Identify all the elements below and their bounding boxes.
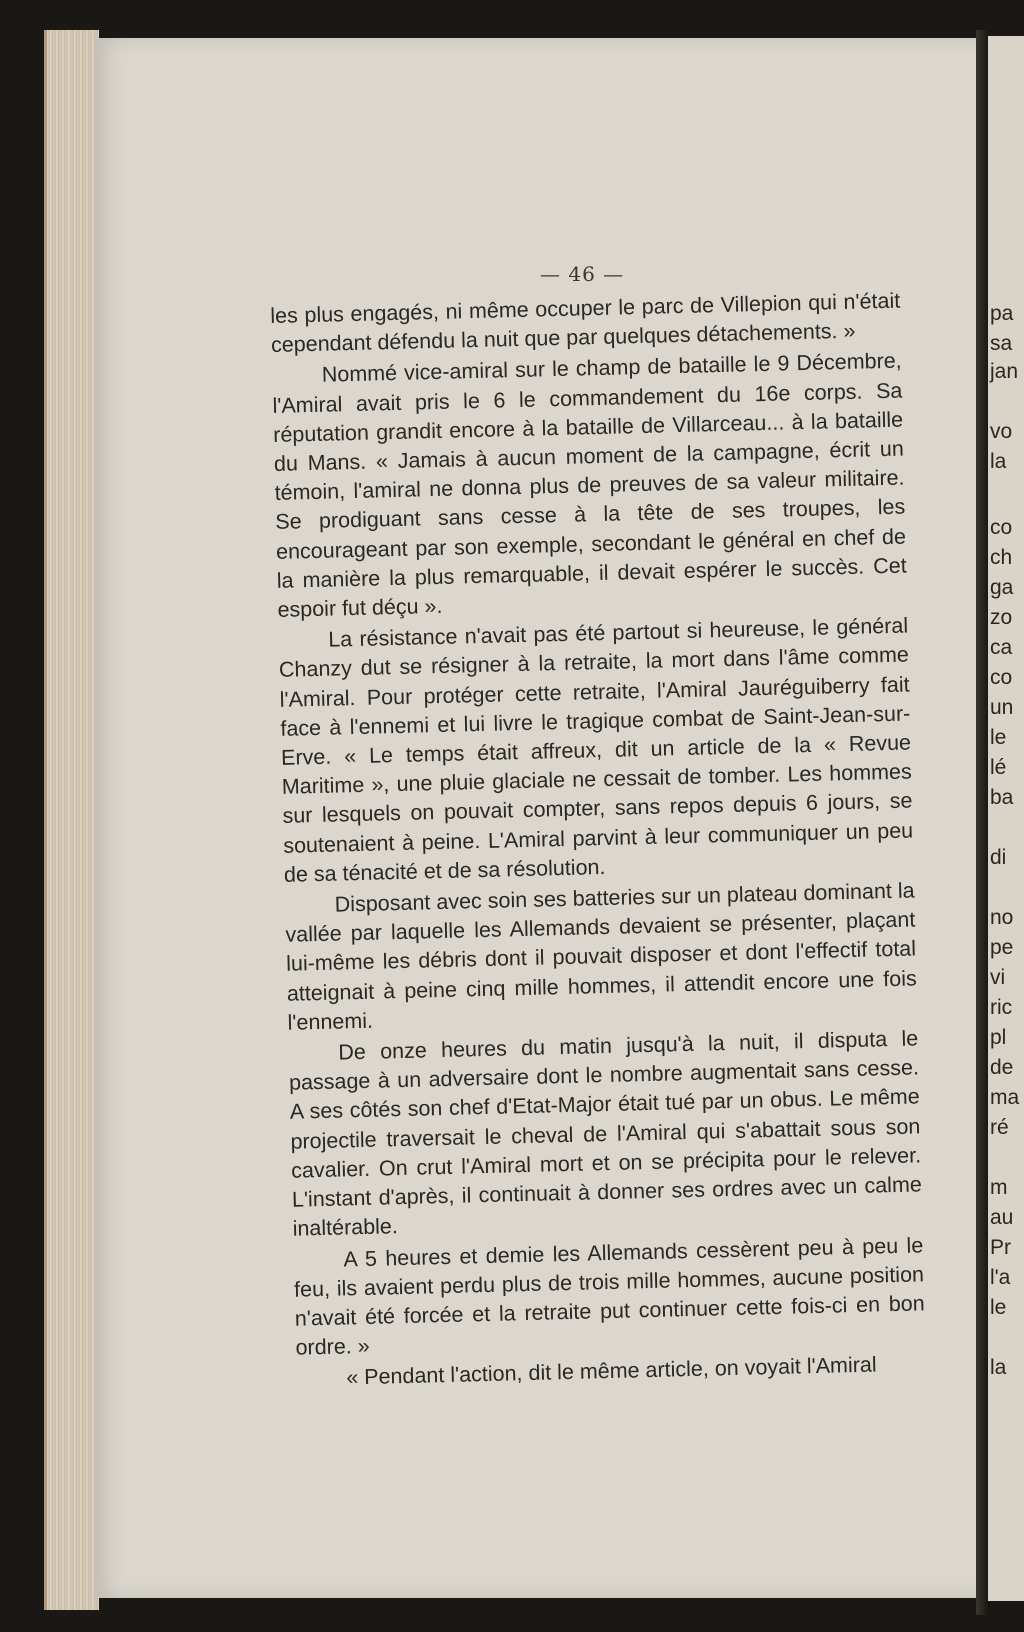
- paragraph: « Pendant l'action, dit le même article, on voyait l'Amiral: [346, 1352, 877, 1390]
- next-page-fragment: co: [990, 516, 1013, 539]
- next-page-fragment: co: [990, 666, 1013, 689]
- paragraph: De onze heures du matin jusqu'à la nuit, il disputa le passage à un adversaire dont le nombre augmentait sans cesse. A ses côtés son chef d'Etat-Major était tué par un obus. Le même projectile traversait le cheval de l'Amiral qui s'abattait sous son cavalier. On crut l'Amiral mort et on se précipita pour le relever. L'instant d'après, il continuait à donner ses ordres avec un calme inaltérable.: [288, 1026, 923, 1242]
- next-page-fragment: ré: [990, 1116, 1009, 1139]
- next-page-fragment: le: [990, 726, 1007, 749]
- next-page-edge: [988, 36, 1024, 1601]
- next-page-fragment: m: [990, 1176, 1008, 1199]
- next-page-fragment: pa: [990, 302, 1014, 325]
- paragraph: Nommé vice-amiral sur le champ de bataille le 9 Décembre, l'Amiral avait pris le 6 le commandement du 16e corps. Sa réputation grandit encore à la bataille de Villarceau... à la bataille du Mans. « Jamais à aucun moment de la campagne, écrit un témoin, l'amiral ne donna plus de preuves de sa valeur militaire. Se prodiguant sans cesse à la tête de ses troupes, les encourageant par son exemple, secondant le général en chef de la manière la plus remarquable, il devait espérer le succès. Cet espoir fut déçu ».: [272, 348, 907, 622]
- paragraph: La résistance n'avait pas été partout si heureuse, le général Chanzy dut se résigner à la retraite, la mort dans l'âme comme l'Amiral. Pour protéger cette retraite, l'Amiral Jauréguiberry fait face à l'ennemi et lui livre le tragique combat de Saint-Jean-sur-Erve. « Le temps était affreux, dit un article de la « Revue Maritime », une pluie glaciale ne cessait de tomber. Les hommes sur lesquels on pouvait compter, sans repos depuis 6 jours, se soutenaient à peine. L'Amiral parvint à leur communiquer un peu de sa ténacité et de sa résolution.: [278, 613, 914, 887]
- next-page-fragment: le: [990, 1296, 1007, 1319]
- next-page-fragment: l'a: [990, 1266, 1011, 1289]
- next-page-fragment: zo: [990, 606, 1013, 629]
- next-page-fragment: ch: [990, 546, 1013, 569]
- next-page-fragment: sa: [990, 332, 1013, 355]
- next-page-fragment: la: [990, 1356, 1007, 1379]
- next-page-fragment: au: [990, 1206, 1014, 1229]
- next-page-fragment: vi: [990, 966, 1006, 989]
- next-page-fragment: di: [990, 846, 1007, 869]
- next-page-fragment: ba: [990, 786, 1014, 809]
- next-page-fragment: un: [990, 696, 1014, 719]
- next-page-fragment: jan: [990, 360, 1019, 383]
- next-page-fragment: ga: [990, 576, 1014, 599]
- next-page-fragment: pl: [990, 1026, 1007, 1049]
- next-page-fragment: pe: [990, 936, 1014, 959]
- next-page-fragment: la: [990, 450, 1007, 473]
- next-page-fragment: ca: [990, 636, 1013, 659]
- next-page-fragment: vo: [990, 420, 1013, 443]
- paragraph: les plus engagés, ni même occuper le parc de Villepion qui n'était cependant défendu la nuit que par quelques détachements. »: [270, 288, 901, 358]
- next-page-fragment: Pr: [990, 1236, 1011, 1259]
- next-page-fragment: de: [990, 1056, 1014, 1079]
- body-text: [270, 287, 927, 1397]
- next-page-fragment: ric: [990, 996, 1013, 1019]
- next-page-fragment: no: [990, 906, 1014, 929]
- next-page-fragment: lé: [990, 756, 1007, 779]
- book-page-edges: [44, 30, 99, 1610]
- page-number: — 46 —: [540, 262, 625, 286]
- paragraph: Disposant avec soin ses batteries sur un plateau dominant la vallée par laquelle les Allemands devaient se présenter, plaçant lui-même les débris dont il pouvait disposer et dont l'effectif total atteignait à peine cinq mille hommes, il attendit encore une fois l'ennemi.: [285, 878, 918, 1035]
- next-page-fragment: ma: [990, 1086, 1020, 1109]
- paragraph: A 5 heures et demie les Allemands cessèrent peu à peu le feu, ils avaient perdu plus de trois mille hommes, aucune position n'avait été forcée et la retraite put continuer cette fois-ci en bon ordre. »: [293, 1232, 925, 1360]
